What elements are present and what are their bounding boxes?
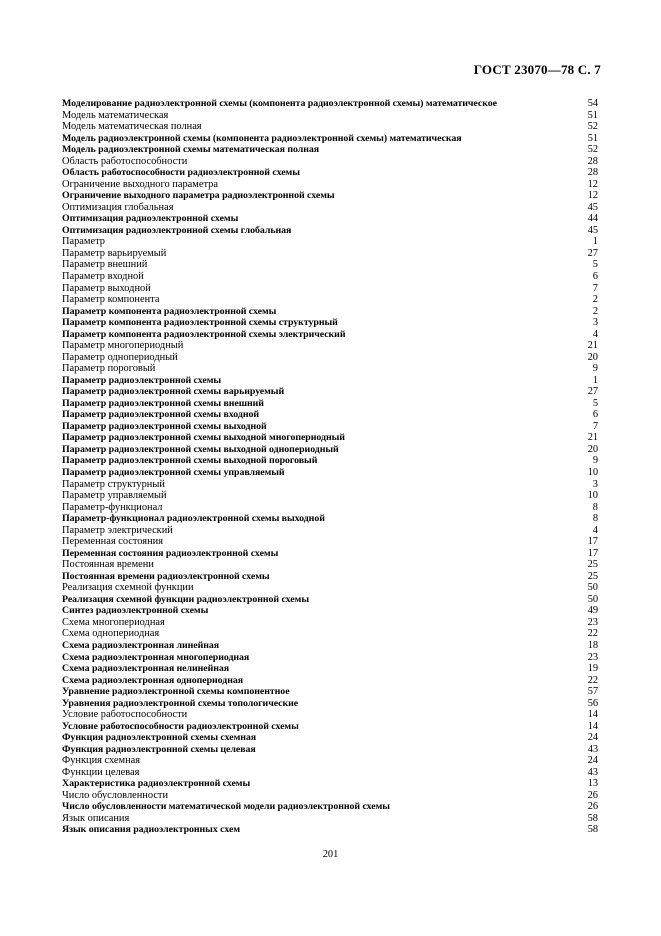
index-entry: [62, 363, 598, 375]
index-term: Параметр компонента радиоэлектронной схемы: [62, 305, 277, 317]
index-page-ref: 8: [592, 513, 598, 525]
index-entry: [62, 790, 598, 802]
index-entry: [62, 271, 598, 283]
index-term: Параметр радиоэлектронной схемы варьируемый: [62, 386, 285, 398]
index-entry: [62, 421, 598, 433]
index-term: Реализация схемной функции: [62, 582, 194, 594]
index-page-ref: 43: [587, 766, 598, 778]
index-page-ref: 2: [592, 294, 598, 306]
index-entry: [62, 709, 598, 721]
index-entry: [62, 236, 598, 248]
index-entry: [62, 352, 598, 364]
index-entry: [62, 179, 598, 191]
index-page-ref: 26: [587, 801, 598, 813]
index-page-ref: 10: [587, 467, 598, 478]
index-page-ref: 22: [587, 628, 598, 640]
index-page-ref: 17: [587, 547, 598, 559]
index-term: Параметр структурный: [62, 478, 165, 490]
index-page-ref: 25: [587, 570, 598, 582]
index-term: Функция схемная: [62, 755, 141, 767]
index-page-ref: 21: [587, 340, 598, 352]
index-page-ref: 27: [587, 386, 598, 398]
index-entry: [62, 675, 598, 687]
index-page-ref: 22: [587, 674, 598, 686]
index-page-ref: 13: [587, 778, 598, 790]
index-page-ref: 27: [587, 247, 598, 259]
index-entry: [62, 698, 598, 710]
index-page-ref: 7: [592, 282, 598, 294]
index-entry: [62, 133, 598, 145]
index-page-ref: 3: [592, 478, 598, 490]
index-term: Уравнения радиоэлектронной схемы топологические: [62, 697, 299, 709]
index-entry: [62, 444, 598, 456]
index-entry: [62, 479, 598, 491]
index-entry: [62, 778, 598, 790]
index-term: Параметр радиоэлектронной схемы выходной пороговый: [62, 455, 318, 467]
index-entry: [62, 329, 598, 341]
index-term: Параметр радиоэлектронной схемы управляемый: [62, 467, 285, 478]
index-term: Параметр электрический: [62, 524, 173, 536]
index-page-ref: 23: [587, 616, 598, 628]
index-term: Параметр пороговый: [62, 363, 156, 375]
index-term: Условие работоспособности радиоэлектронной схемы: [62, 720, 299, 732]
index-term: Моделирование радиоэлектронной схемы (компонента радиоэлектронной схемы) математическое: [62, 98, 497, 109]
index-term: Условие работоспособности: [62, 709, 188, 721]
index-entry: [62, 744, 598, 756]
index-entry: [62, 767, 598, 779]
index-entry: [62, 490, 598, 502]
index-entry: [62, 398, 598, 410]
index-page-ref: 50: [587, 582, 598, 594]
index-term: Модель математическая полная: [62, 121, 202, 133]
index-term: Постоянная времени: [62, 559, 154, 571]
index-entry: [62, 409, 598, 421]
index-page-ref: 20: [587, 443, 598, 455]
index-page-ref: 51: [587, 132, 598, 144]
index-term: Параметр многопериодный: [62, 340, 184, 352]
index-term: Параметр входной: [62, 270, 144, 282]
index-entry: [62, 432, 598, 444]
index-entry: [62, 755, 598, 767]
index-entry: [62, 283, 598, 295]
index-term: Переменная состояния радиоэлектронной схемы: [62, 547, 279, 559]
index-entry: [62, 156, 598, 168]
index-term: Уравнение радиоэлектронной схемы компонентное: [62, 686, 290, 698]
index-page-ref: 17: [587, 536, 598, 548]
index-entry: [62, 663, 598, 675]
index-page-ref: 52: [587, 121, 598, 133]
index-page-ref: 8: [592, 501, 598, 513]
index-term: Параметр радиоэлектронной схемы выходной однопериодный: [62, 443, 339, 455]
index-term: Оптимизация радиоэлектронной схемы: [62, 213, 239, 225]
index-page-ref: 21: [587, 432, 598, 444]
index-entry: [62, 582, 598, 594]
index-entry: [62, 121, 598, 133]
index-term: Параметр радиоэлектронной схемы внешний: [62, 397, 264, 409]
index-page-ref: 24: [587, 755, 598, 767]
index-term: Модель радиоэлектронной схемы математическая полная: [62, 144, 320, 156]
index-term: Оптимизация глобальная: [62, 201, 174, 213]
index-page-ref: 14: [587, 720, 598, 732]
index-entry: [62, 594, 598, 606]
index-term: Переменная состояния: [62, 536, 163, 548]
index-page-ref: 51: [587, 109, 598, 121]
index-entry: [62, 824, 598, 836]
index-page-ref: 4: [592, 328, 598, 340]
index-page-ref: 7: [592, 420, 598, 432]
index-entry: [62, 455, 598, 467]
index-page-ref: 58: [587, 824, 598, 836]
index-term: Область работоспособности радиоэлектронной схемы: [62, 167, 300, 179]
index-entry: [62, 190, 598, 202]
index-entry: [62, 801, 598, 813]
index-entry: [62, 732, 598, 744]
index-term: Параметр: [62, 236, 105, 248]
index-term: Параметр компонента: [62, 294, 160, 306]
index-page-ref: 28: [587, 155, 598, 167]
index-term: Параметр компонента радиоэлектронной схемы электрический: [62, 328, 346, 340]
index-entry: [62, 167, 598, 179]
index-term: Схема радиоэлектронная линейная: [62, 639, 220, 651]
index-entry: [62, 548, 598, 560]
index-page-ref: 3: [592, 317, 598, 329]
page-number: 201: [322, 849, 339, 860]
index-page-ref: 24: [587, 732, 598, 744]
index-term: Параметр-функционал: [62, 501, 163, 513]
index-term: Модель математическая: [62, 109, 169, 121]
index-entry: [62, 467, 598, 479]
index-term: Язык описания: [62, 812, 130, 824]
index-entry: [62, 294, 598, 306]
index-page-ref: 43: [587, 743, 598, 755]
index-term: Функция радиоэлектронной схемы целевая: [62, 743, 256, 755]
index-entry: [62, 559, 598, 571]
index-term: Модель радиоэлектронной схемы (компонента радиоэлектронной схемы) математическая: [62, 132, 462, 144]
index-page-ref: 56: [587, 697, 598, 709]
index-entry: [62, 317, 598, 329]
index-page-ref: 45: [587, 201, 598, 213]
index-term: Схема многопериодная: [62, 616, 165, 628]
index-entry: [62, 225, 598, 237]
index-page-ref: 50: [587, 593, 598, 605]
index-term: Реализация схемной функции радиоэлектронной схемы: [62, 593, 309, 605]
index-page-ref: 28: [587, 167, 598, 179]
index-term: Параметр радиоэлектронной схемы выходной многопериодный: [62, 432, 345, 444]
index-entry: [62, 571, 598, 583]
index-page-ref: 5: [592, 397, 598, 409]
index-term: Ограничение выходного параметра радиоэлектронной схемы: [62, 190, 335, 202]
index-term: Схема радиоэлектронная нелинейная: [62, 663, 230, 675]
index-entry: [62, 340, 598, 352]
index-page-ref: 23: [587, 651, 598, 663]
index-term: Ограничение выходного параметра: [62, 178, 218, 190]
index-page-ref: 44: [587, 213, 598, 225]
index-page-ref: 9: [592, 455, 598, 467]
index-page-ref: 10: [587, 490, 598, 502]
index-term: Параметр радиоэлектронной схемы входной: [62, 409, 259, 421]
index-term: Функция радиоэлектронной схемы схемная: [62, 732, 257, 744]
index-entry: [62, 306, 598, 318]
index-entry: [62, 110, 598, 122]
index-entry: [62, 202, 598, 214]
index-entry: [62, 652, 598, 664]
index-entry: [62, 144, 598, 156]
index-entry: [62, 721, 598, 733]
index-entry: [62, 98, 598, 110]
index-term: Параметр радиоэлектронной схемы: [62, 374, 222, 386]
index-term: Схема радиоэлектронная многопериодная: [62, 651, 250, 663]
index-page-ref: 14: [587, 709, 598, 721]
index-page-ref: 25: [587, 559, 598, 571]
index-term: Постоянная времени радиоэлектронной схемы: [62, 570, 270, 582]
index-page-ref: 57: [587, 686, 598, 698]
index-page-ref: 4: [592, 524, 598, 536]
index-term: Число обусловленности: [62, 789, 169, 801]
index-page-ref: 5: [592, 259, 598, 271]
index-entry: [62, 605, 598, 617]
term-index: [62, 98, 598, 836]
index-term: Функции целевая: [62, 766, 140, 778]
index-entry: [62, 248, 598, 260]
index-term: Параметр однопериодный: [62, 351, 178, 363]
index-entry: [62, 513, 598, 525]
index-entry: [62, 536, 598, 548]
index-entry: [62, 213, 598, 225]
index-entry: [62, 628, 598, 640]
index-term: Характеристика радиоэлектронной схемы: [62, 778, 251, 790]
index-page-ref: 52: [587, 144, 598, 156]
index-entry: [62, 502, 598, 514]
index-page-ref: 9: [592, 363, 598, 375]
index-entry: [62, 813, 598, 825]
index-entry: [62, 259, 598, 271]
index-page-ref: 1: [592, 236, 598, 248]
index-term: Параметр-функционал радиоэлектронной схемы выходной: [62, 513, 325, 525]
index-term: Схема однопериодная: [62, 628, 160, 640]
index-term: Параметр управляемый: [62, 490, 167, 502]
page-header: ГОСТ 23070—78 С. 7: [473, 62, 601, 77]
index-term: Язык описания радиоэлектронных схем: [62, 824, 240, 836]
index-page-ref: 12: [587, 178, 598, 190]
index-page-ref: 6: [592, 409, 598, 421]
index-term: Параметр радиоэлектронной схемы выходной: [62, 420, 267, 432]
index-entry: [62, 375, 598, 387]
index-entry: [62, 617, 598, 629]
index-term: Синтез радиоэлектронной схемы: [62, 605, 209, 617]
index-entry: [62, 386, 598, 398]
index-page-ref: 12: [587, 190, 598, 202]
index-entry: [62, 686, 598, 698]
index-page-ref: 1: [592, 374, 598, 386]
index-page-ref: 18: [587, 639, 598, 651]
index-term: Число обусловленности математической модели радиоэлектронной схемы: [62, 801, 390, 813]
index-page-ref: 58: [587, 812, 598, 824]
index-page-ref: 20: [587, 351, 598, 363]
index-page-ref: 26: [587, 789, 598, 801]
index-term: Оптимизация радиоэлектронной схемы глобальная: [62, 224, 292, 236]
index-page-ref: 45: [587, 224, 598, 236]
index-term: Параметр внешний: [62, 259, 148, 271]
index-term: Параметр компонента радиоэлектронной схемы структурный: [62, 317, 338, 329]
index-page-ref: 49: [587, 605, 598, 617]
index-term: Область работоспособности: [62, 155, 188, 167]
index-page-ref: 6: [592, 270, 598, 282]
index-term: Схема радиоэлектронная однопериодная: [62, 674, 244, 686]
index-entry: [62, 525, 598, 537]
index-term: Параметр выходной: [62, 282, 151, 294]
index-page-ref: 54: [587, 98, 598, 109]
index-entry: [62, 640, 598, 652]
index-term: Параметр варьируемый: [62, 247, 167, 259]
index-page-ref: 19: [587, 663, 598, 675]
index-page-ref: 2: [592, 305, 598, 317]
